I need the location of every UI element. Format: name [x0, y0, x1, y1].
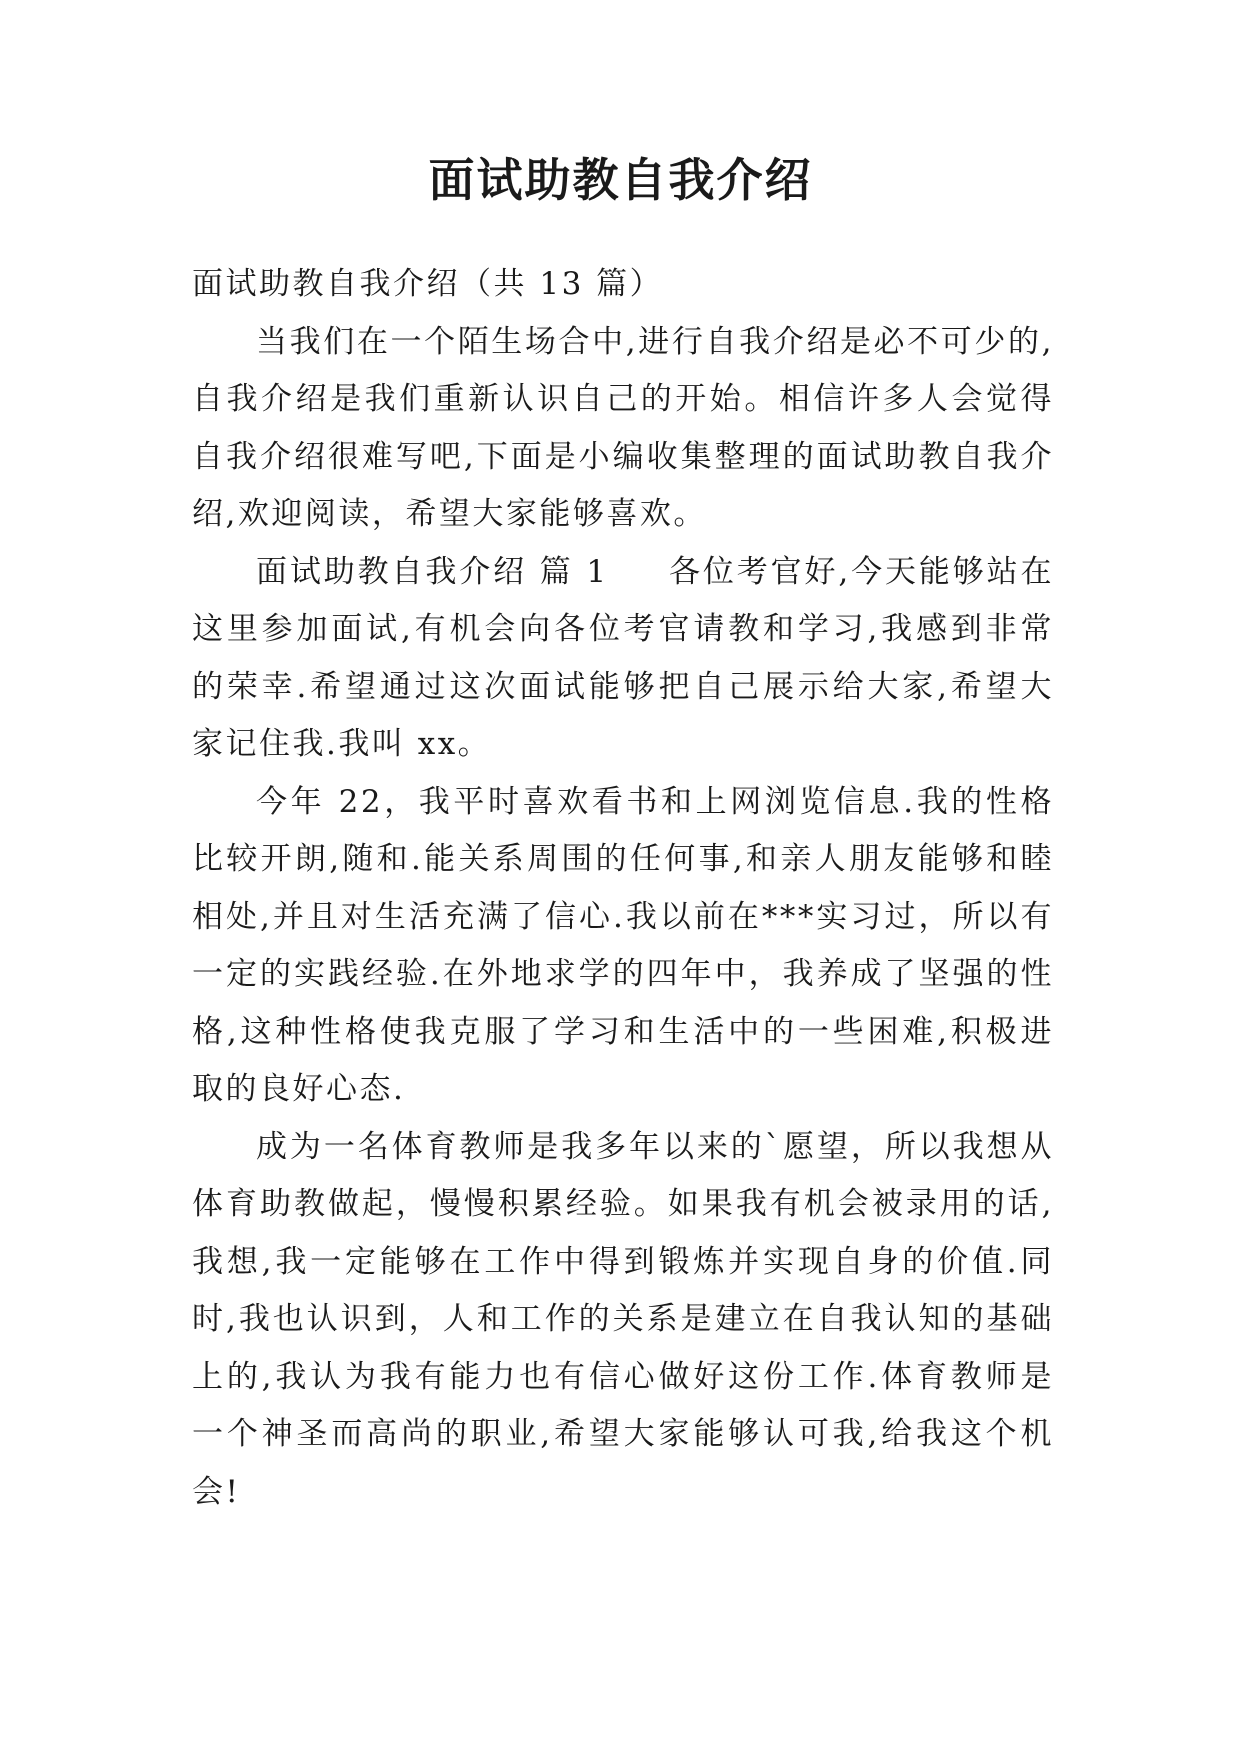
document-title: 面试助教自我介绍: [428, 153, 813, 207]
personal-info-paragraph: 今年 22，我平时喜欢看书和上网浏览信息.我的性格比较开朗,随和.能关系周围的任何事,和亲人朋友能够和睦相处,并且对生活充满了信心.我以前在***实习过，所以有一定的实践经验.在外地求学的四年中，我养成了坚强的性格,这种性格使我克服了学习和生活中的一些困难,积极进取的良好心态.: [192, 783, 1054, 1107]
section-1-text: 各位考官好,今天能够站在这里参加面试,有机会向各位考官请教和学习,我感到非常的荣幸.希望通过这次面试能够把自己展示给大家,希望大家记住我.我叫 xx。: [192, 553, 1054, 762]
document-subtitle: 面试助教自我介绍（共 13 篇）: [192, 266, 664, 302]
section-1-paragraph: [192, 544, 1054, 774]
career-goal-paragraph: 成为一名体育教师是我多年以来的`愿望，所以我想从体育助教做起，慢慢积累经验。如果我有机会被录用的话,我想,我一定能够在工作中得到锻炼并实现自身的价值.同时,我也认识到，人和工作的关系是建立在自我认知的基础上的,我认为我有能力也有信心做好这份工作.体育教师是一个神圣而高尚的职业,希望大家能够认可我,给我这个机会!: [192, 1128, 1054, 1510]
intro-paragraph: 当我们在一个陌生场合中,进行自我介绍是必不可少的,自我介绍是我们重新认识自己的开始。相信许多人会觉得自我介绍很难写吧,下面是小编收集整理的面试助教自我介绍,欢迎阅读，希望大家能够喜欢。: [192, 323, 1054, 532]
section-1-heading: 面试助教自我介绍 篇 1: [256, 553, 609, 590]
document-body: [192, 256, 1054, 1521]
